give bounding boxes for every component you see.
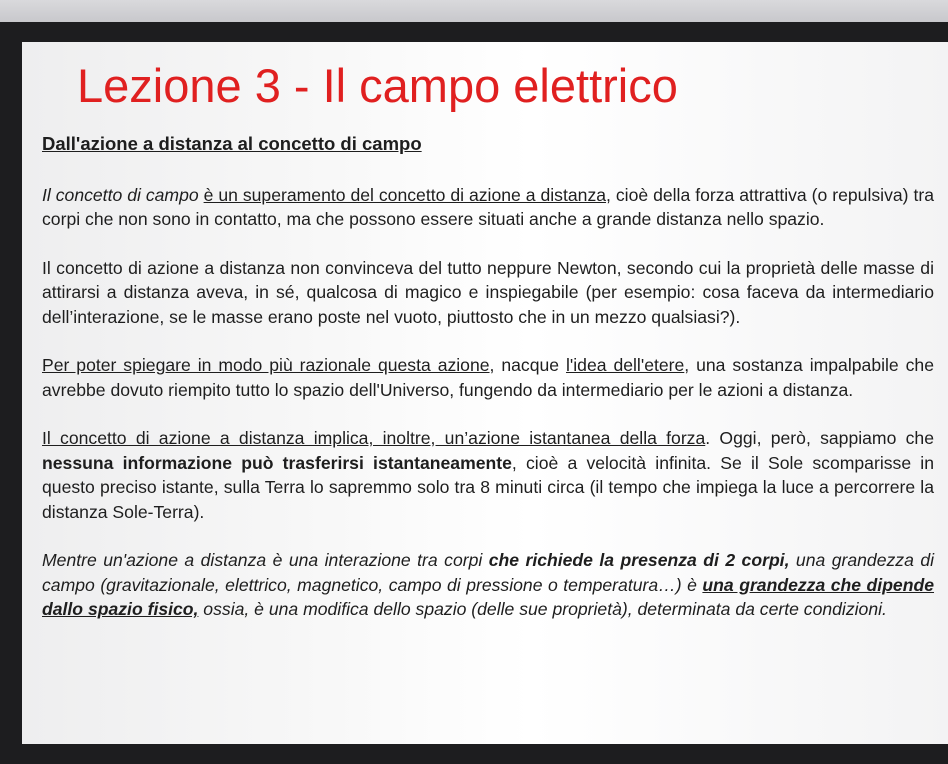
paragraph-1-italic: Il concetto di campo <box>42 184 199 205</box>
paragraph-4-text-a: . Oggi, però, sappiamo che <box>705 428 934 448</box>
paragraph-3 <box>42 353 934 402</box>
paragraph-1-text: , cioè della forza attrattiva (o repulsiva) tra corpi che non sono in contatto, ma che possono essere situati anche a grande distanza nello spazio. <box>42 184 934 229</box>
paragraph-2-text: Il concetto di azione a distanza non convinceva del tutto neppure Newton, secondo cui la proprietà delle masse di attirarsi a distanza aveva, in sé, qualcosa di magico e inspiegabile (per esempio: cosa faceva da intermediario dell’interazione, se le masse erano poste nel vuoto, piuttosto che in un mezzo qualsiasi?). <box>42 257 934 327</box>
slide-content <box>42 132 934 622</box>
paragraph-3-text-a: , nacque <box>489 355 566 375</box>
presentation-slide <box>22 42 948 744</box>
paragraph-5-bold-underlined: una grandezza che dipende dallo spazio fisico, <box>42 574 935 619</box>
paragraph-1-underlined: è un superamento del concetto di azione a distanza <box>203 184 607 205</box>
slide-title: Lezione 3 - Il campo elettrico <box>77 59 678 112</box>
paragraph-3-etere: l'idea dell'etere <box>566 355 685 375</box>
paragraph-2 <box>42 256 934 330</box>
paragraph-5-text-a: Mentre un'azione a distanza è una interazione tra corpi <box>42 550 489 570</box>
top-window-strip <box>0 0 948 22</box>
slide-subtitle: Dall'azione a distanza al concetto di campo <box>42 133 422 154</box>
paragraph-4 <box>42 426 934 524</box>
paragraph-5-bold-a: che richiede la presenza di 2 corpi, <box>488 550 790 570</box>
paragraph-4-text-b: , cioè a velocità infinita. Se il Sole scomparisse in questo preciso istante, sulla Terra lo sapremmo solo tra 8 minuti circa (il tempo che impiega la luce a percorrere la distanza Sole-Terra). <box>42 452 934 522</box>
paragraph-5-text-c: ossia, è una modifica dello spazio (delle sue proprietà), determinata da certe condizioni. <box>198 599 887 619</box>
paragraph-4-underlined: Il concetto di azione a distanza implica, inoltre, un’azione istantanea della forza <box>42 428 706 448</box>
paragraph-1 <box>42 183 934 232</box>
paragraph-5-text-b: una grandezza di campo (gravitazionale, elettrico, magnetico, campo di pressione o temperatura…) è <box>42 550 935 595</box>
paragraph-3-text-b: , una sostanza impalpabile che avrebbe dovuto riempito tutto lo spazio dell'Universo, fungendo da intermediario per le azioni a distanza. <box>42 355 934 400</box>
paragraph-3-underlined: Per poter spiegare in modo più razionale questa azione <box>42 355 490 375</box>
paragraph-5 <box>42 548 934 622</box>
paragraph-4-bold: nessuna informazione può trasferirsi istantaneamente <box>42 452 512 473</box>
